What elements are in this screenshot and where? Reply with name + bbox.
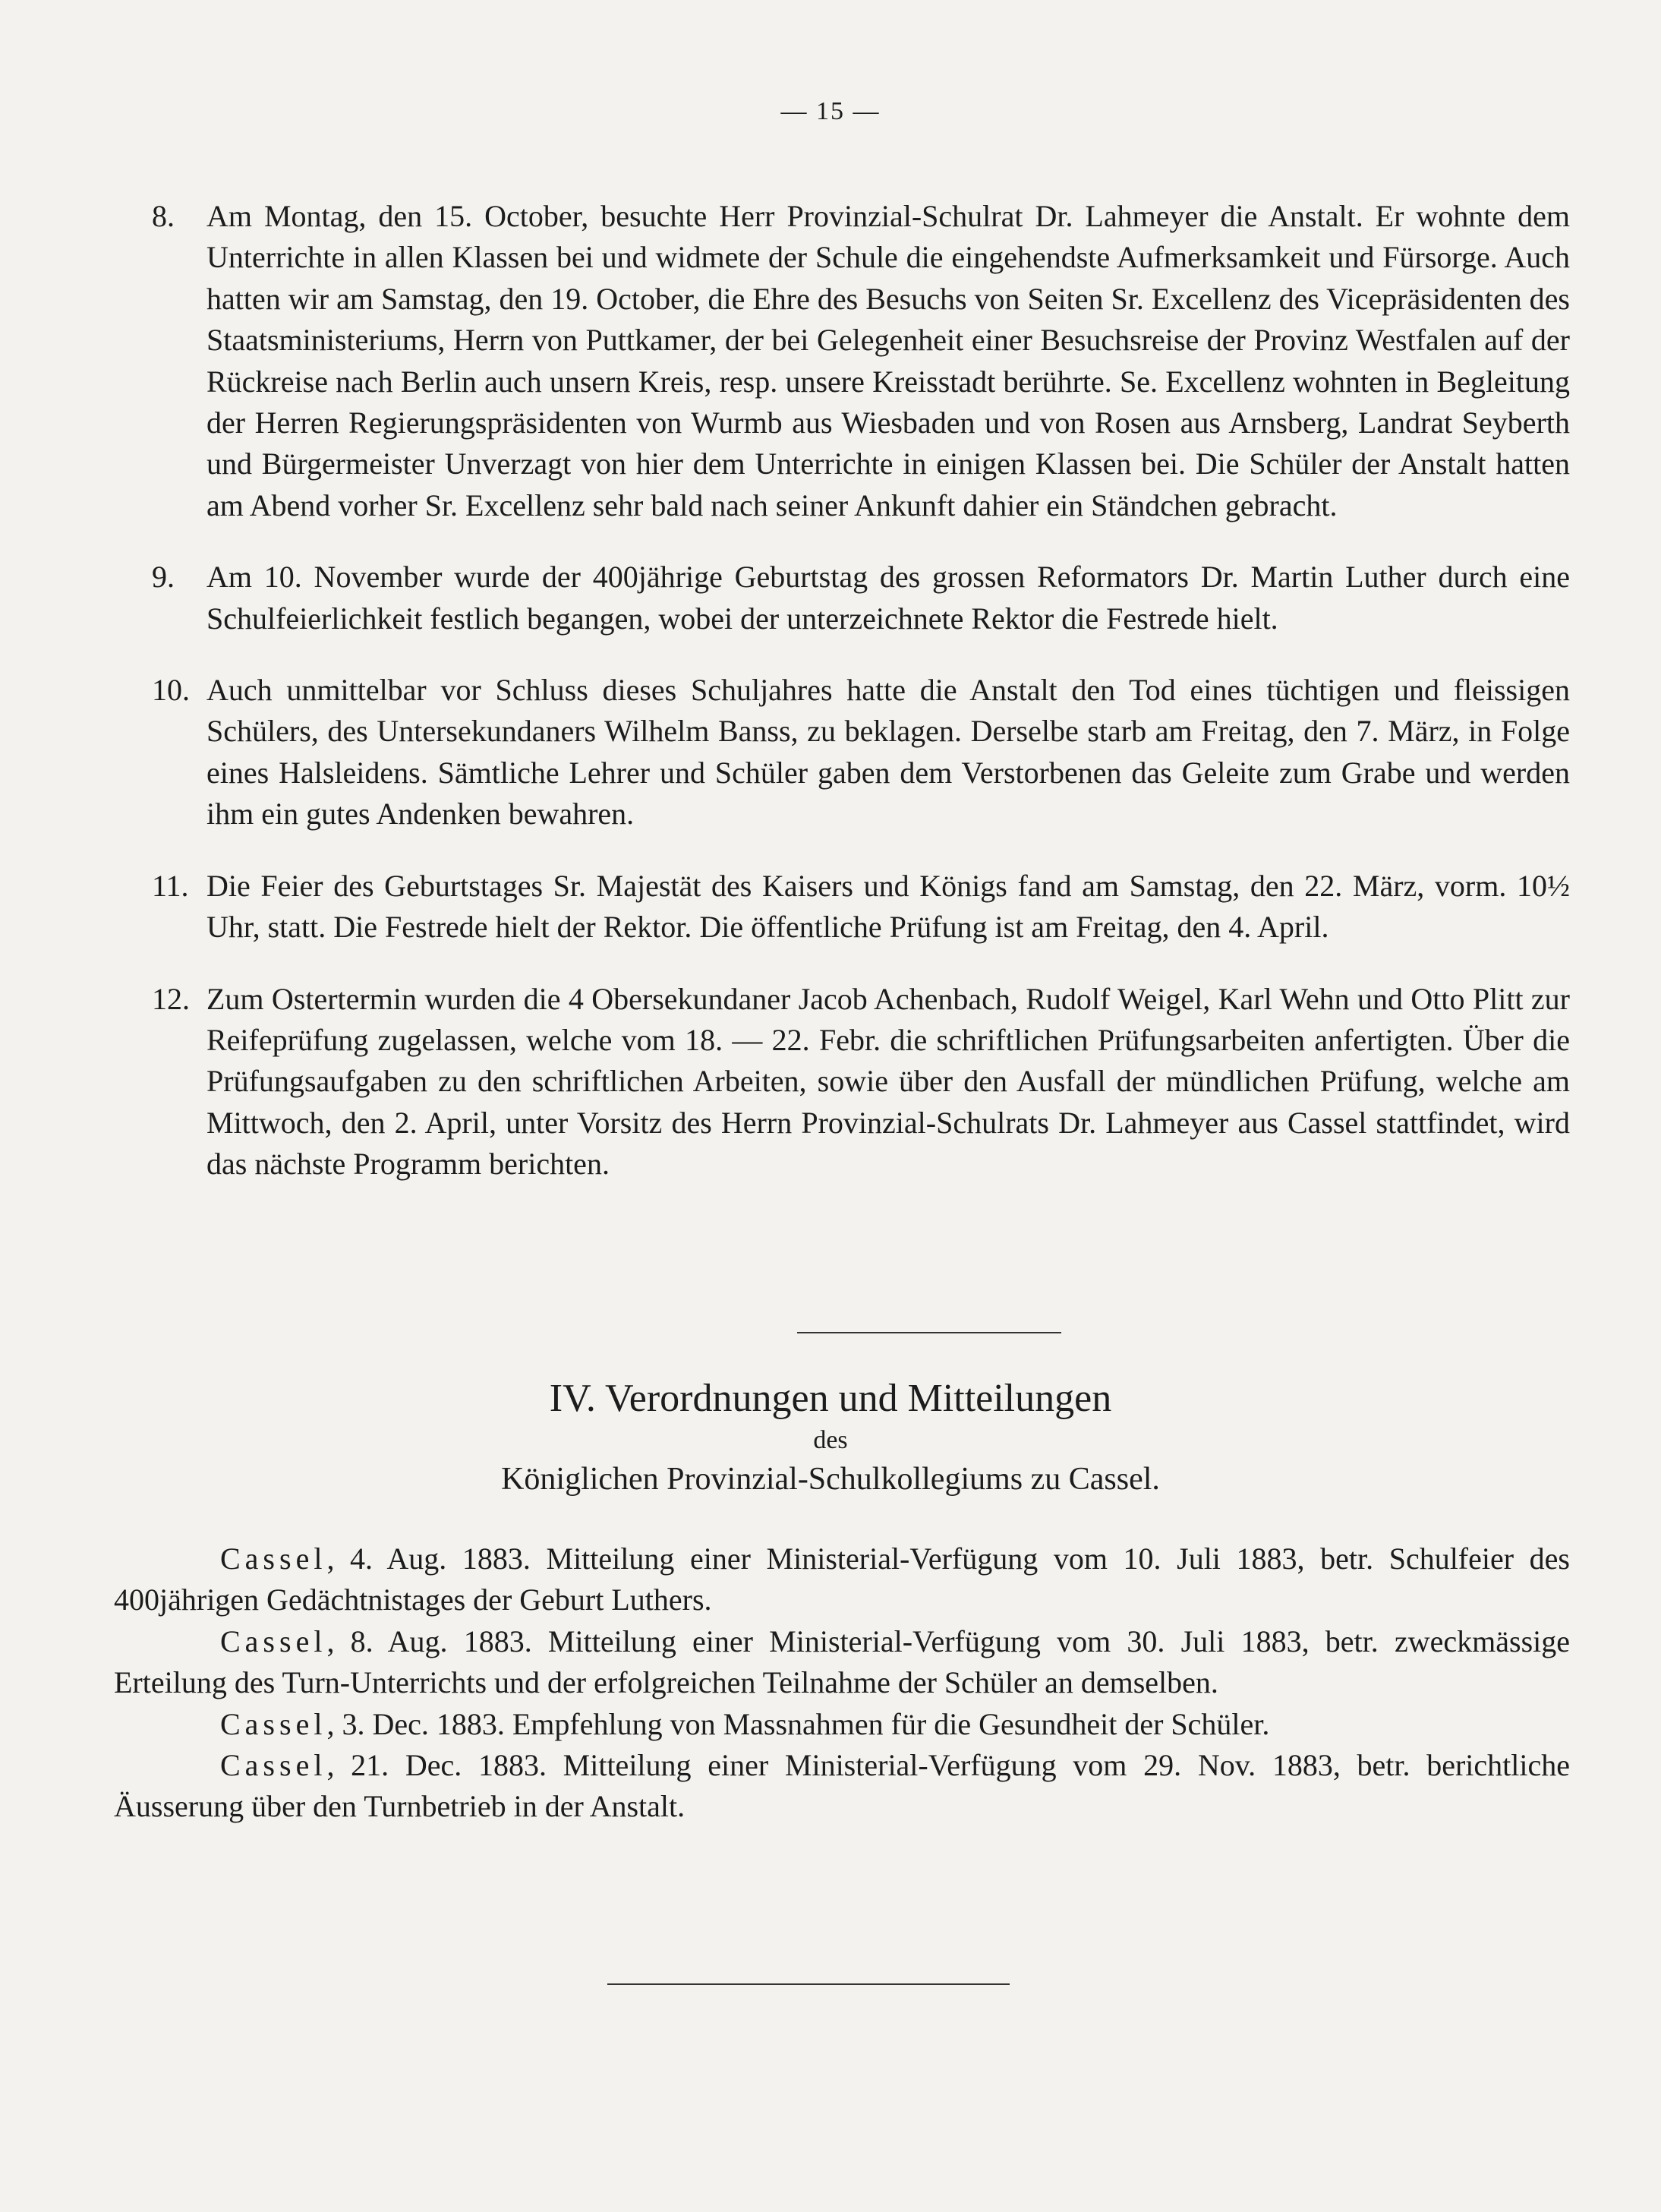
page-number: — 15 — (780, 97, 881, 125)
item-number: 11. (152, 868, 189, 903)
decree-place: Cassel (220, 1706, 327, 1741)
decree-place: Cassel (220, 1541, 327, 1576)
section-subtitle: Königlichen Provinzial-Schulkollegiums zu Cassel. (501, 1462, 1160, 1497)
decree-list (114, 1538, 1570, 1828)
decree-text: , 4. Aug. 1883. Mitteilung einer Ministerial-Verfügung vom 10. Juli 1883, betr. Schulfeier des 400jährigen Gedächtnistages der Geburt Luthers. (114, 1541, 1570, 1617)
item-text: Zum Ostertermin wurden die 4 Obersekundaner Jacob Achenbach, Rudolf Weigel, Karl Wehn und Otto Plitt zur Reifeprüfung zugelassen, welche vom 18. — 22. Febr. die schriftlichen Prüfungsarbeiten anfertigten. Über die Prüfungsaufgaben zu den schriftlichen Arbeiten, sowie über den Ausfall der mündlichen Prüfung, welche am Mittwoch, den 2. April, unter Vorsitz des Herrn Provinzial-Schulrats Dr. Lahmeyer aus Cassel stattfindet, wird das nächste Programm berichten. (206, 981, 1570, 1182)
list-item (152, 670, 1570, 835)
section-connector: des (813, 1426, 848, 1454)
list-item (152, 557, 1570, 639)
list-item (152, 196, 1570, 526)
list-item (152, 979, 1570, 1185)
section-title: IV. Verordnungen und Mitteilungen (549, 1377, 1112, 1420)
decree-entry (114, 1538, 1570, 1621)
decree-entry (114, 1704, 1570, 1745)
decree-text: , 21. Dec. 1883. Mitteilung einer Ministerial-Verfügung vom 29. Nov. 1883, betr. berichtliche Äusserung über den Turnbetrieb in der Anstalt. (114, 1748, 1570, 1824)
item-number: 9. (152, 560, 175, 595)
item-number: 12. (152, 981, 190, 1016)
item-number: 8. (152, 199, 175, 233)
item-text: Auch unmittelbar vor Schluss dieses Schuljahres hatte die Anstalt den Tod eines tüchtigen und fleissigen Schülers, des Untersekundaners Wilhelm Banss, zu beklagen. Derselbe starb am Freitag, den 7. März, in Folge eines Halsleidens. Sämtliche Lehrer und Schüler gaben dem Verstorbenen das Geleite zum Grabe und werden ihm ein gutes Andenken bewahren. (206, 673, 1570, 831)
section-divider (797, 1332, 1061, 1333)
item-number: 10. (152, 673, 190, 708)
decree-text: , 8. Aug. 1883. Mitteilung einer Ministerial-Verfügung vom 30. Juli 1883, betr. zweckmässige Erteilung des Turn-Unterrichts und der erfolgreichen Teilnahme der Schüler an demselben. (114, 1624, 1570, 1700)
end-divider (607, 1983, 1010, 1985)
decree-place: Cassel (220, 1624, 327, 1658)
list-item (152, 866, 1570, 948)
chronicle-items (152, 166, 1570, 1216)
section-heading (0, 1373, 1661, 1502)
item-text: Am Montag, den 15. October, besuchte Herr Provinzial-Schulrat Dr. Lahmeyer die Anstalt. Er wohnte dem Unterrichte in allen Klassen bei und widmete der Schule die eingehendste Aufmerksamkeit und Fürsorge. Auch hatten wir am Samstag, den 19. October, die Ehre des Besuchs von Seiten Sr. Excellenz des Vicepräsidenten des Staatsministeriums, Herrn von Puttkamer, der bei Gelegenheit einer Besuchsreise der Provinz Westfalen auf der Rückreise nach Berlin auch unsern Kreis, resp. unsere Kreisstadt berührte. Se. Excellenz wohnten in Begleitung der Herren Regierungspräsidenten von Wurmb aus Wiesbaden und von Rosen aus Arnsberg, Landrat Seyberth und Bürgermeister Unverzagt von hier dem Unterrichte in einigen Klassen bei. Die Schüler der Anstalt hatten am Abend vorher Sr. Excellenz sehr bald nach seiner Ankunft dahier ein Ständchen gebracht. (206, 199, 1570, 522)
decree-entry (114, 1745, 1570, 1828)
item-text: Die Feier des Geburtstages Sr. Majestät des Kaisers und Königs fand am Samstag, den 22. März, vorm. 10½ Uhr, statt. Die Festrede hielt der Rektor. Die öffentliche Prüfung ist am Freitag, den 4. April. (206, 868, 1570, 945)
item-text: Am 10. November wurde der 400jährige Geburtstag des grossen Reformators Dr. Martin Luther durch eine Schulfeierlichkeit festlich begangen, wobei der unterzeichnete Rektor die Festrede hielt. (206, 560, 1570, 636)
decree-entry (114, 1621, 1570, 1704)
decree-place: Cassel (220, 1748, 327, 1783)
decree-text: , 3. Dec. 1883. Empfehlung von Massnahmen für die Gesundheit der Schüler. (326, 1706, 1270, 1741)
